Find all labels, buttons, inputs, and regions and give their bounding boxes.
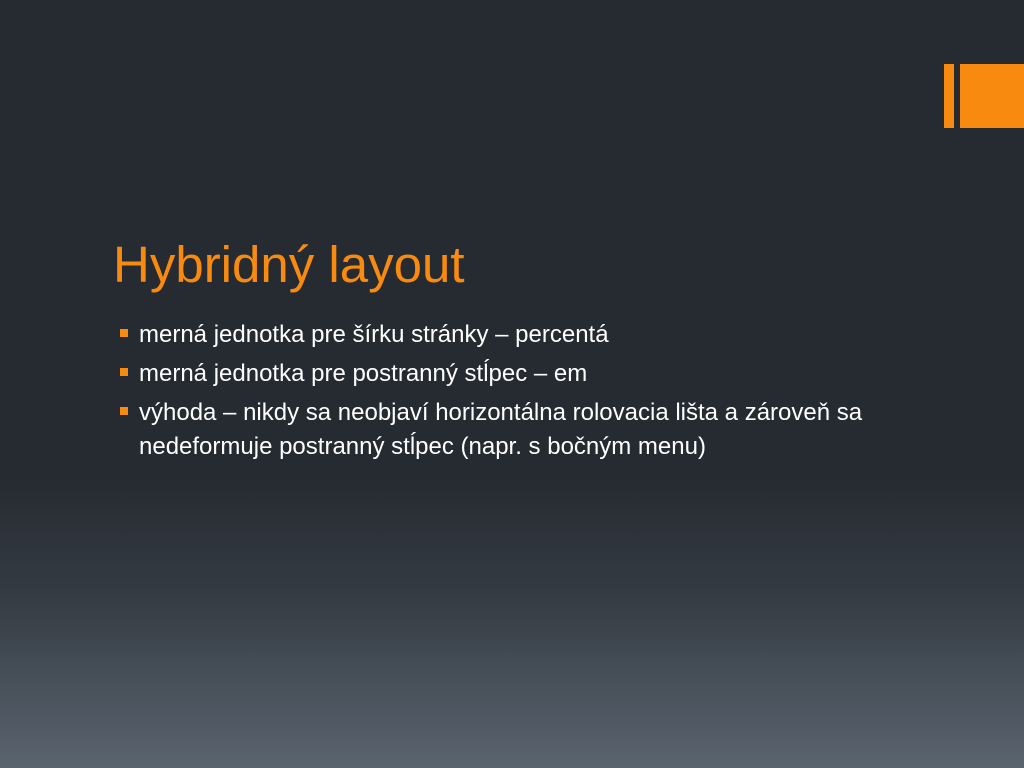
- bullet-item: [118, 318, 898, 352]
- square-bullet-icon: [120, 407, 128, 415]
- bullet-text: výhoda – nikdy sa neobjaví horizontálna rolovacia lišta a zároveň sa nedeformuje postranný stĺpec (napr. s bočným menu): [139, 399, 863, 460]
- bullet-item: [118, 396, 898, 464]
- square-bullet-icon: [120, 368, 128, 376]
- bullet-list: [118, 318, 898, 469]
- square-bullet-icon: [120, 329, 128, 337]
- bullet-text: merná jednotka pre šírku stránky – percentá: [139, 321, 609, 348]
- accent-bar-wide: [960, 64, 1024, 128]
- accent-bar-thin: [944, 64, 954, 128]
- slide-title: Hybridný layout: [113, 236, 465, 293]
- bullet-item: [118, 357, 898, 391]
- bullet-text: merná jednotka pre postranný stĺpec – em: [139, 360, 588, 387]
